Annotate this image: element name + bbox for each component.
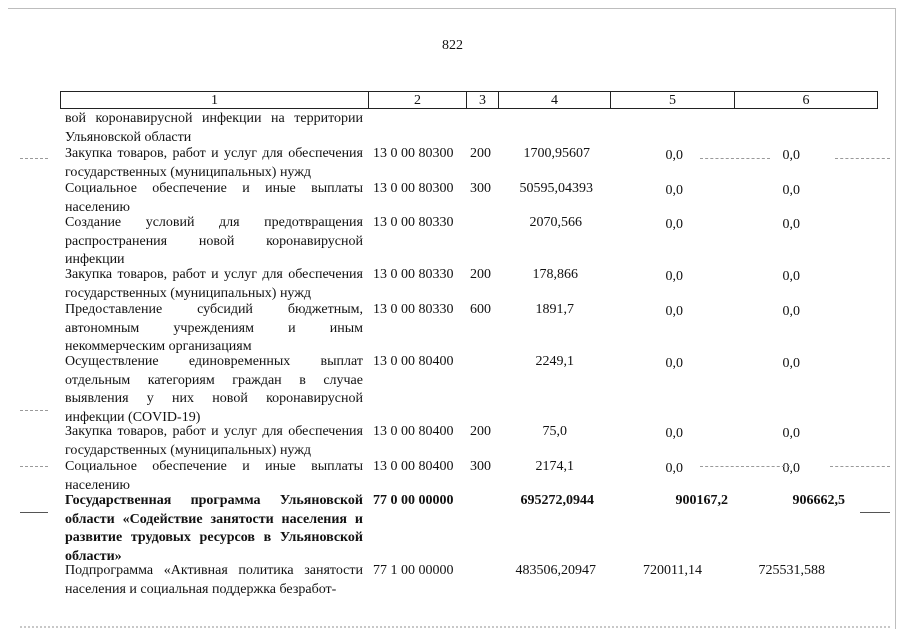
row-10-value-4: 483506,20947 (515, 563, 596, 578)
row-5-code: 13 0 00 80330 (373, 302, 454, 317)
scan-line (20, 512, 48, 513)
row-8-value-4: 2174,1 (535, 459, 574, 474)
scan-line (830, 466, 890, 467)
row-8-value-5: 0,0 (665, 461, 683, 476)
row-8-value-6: 0,0 (782, 461, 800, 476)
row-6-value-5: 0,0 (665, 356, 683, 371)
row-5-type: 600 (470, 302, 491, 317)
row-2-value-4: 50595,04393 (519, 181, 593, 196)
row-3-value-6: 0,0 (782, 217, 800, 232)
row-6-value-6: 0,0 (782, 356, 800, 371)
row-9-value-5: 900167,2 (675, 493, 728, 508)
row-6-code: 13 0 00 80400 (373, 354, 454, 369)
row-9-value-6: 906662,5 (792, 493, 845, 508)
row-3-code: 13 0 00 80330 (373, 215, 454, 230)
row-4-value-6: 0,0 (782, 269, 800, 284)
row-8-description: Социальное обеспечение и иные выплаты населению (65, 459, 363, 493)
scan-line (20, 466, 48, 467)
row-5-value-4: 1891,7 (535, 302, 574, 317)
scan-edge (20, 626, 890, 628)
row-10-description: Подпрограмма «Активная политика занятости населения и социальная поддержка безработ- (65, 563, 363, 597)
scan-line (20, 158, 48, 159)
row-2-description: Социальное обеспечение и иные выплаты населению (65, 181, 363, 215)
row-8-code: 13 0 00 80400 (373, 459, 454, 474)
row-7-type: 200 (470, 424, 491, 439)
column-header-3: 3 (466, 91, 498, 109)
row-3-description: Создание условий для предотвращения распространения новой коронавирусной инфекции (65, 215, 363, 267)
row-7-value-5: 0,0 (665, 426, 683, 441)
row-6-description: Осуществление единовременных выплат отдельным категориям граждан в случае выявления у них новой коронавирусной инфекции (COVID-19) (65, 354, 363, 425)
column-header-4: 4 (498, 91, 610, 109)
scan-line (700, 466, 790, 467)
row-2-value-5: 0,0 (665, 183, 683, 198)
scan-line (835, 158, 890, 159)
row-7-code: 13 0 00 80400 (373, 424, 454, 439)
row-1-value-4: 1700,95607 (523, 146, 590, 161)
row-4-type: 200 (470, 267, 491, 282)
row-10-value-6: 725531,588 (758, 563, 825, 578)
row-7-value-6: 0,0 (782, 426, 800, 441)
row-5-value-6: 0,0 (782, 304, 800, 319)
row-10-value-5: 720011,14 (643, 563, 702, 578)
scan-line (860, 512, 890, 513)
row-4-value-4: 178,866 (532, 267, 578, 282)
row-4-code: 13 0 00 80330 (373, 267, 454, 282)
row-1-description: Закупка товаров, работ и услуг для обеспечения государственных (муниципальных) нужд (65, 146, 363, 180)
row-2-code: 13 0 00 80300 (373, 181, 454, 196)
row-9-code: 77 0 00 00000 (373, 493, 454, 508)
row-8-type: 300 (470, 459, 491, 474)
page-number: 822 (442, 38, 463, 53)
row-7-description: Закупка товаров, работ и услуг для обеспечения государственных (муниципальных) нужд (65, 424, 363, 458)
row-5-value-5: 0,0 (665, 304, 683, 319)
column-header-2: 2 (368, 91, 466, 109)
row-9-description: Государственная программа Ульяновской области «Содействие занятости населения и развитие трудовых ресурсов в Ульяновской области» (65, 493, 363, 564)
row-1-type: 200 (470, 146, 491, 161)
row-2-value-6: 0,0 (782, 183, 800, 198)
row-3-value-5: 0,0 (665, 217, 683, 232)
column-header-6: 6 (734, 91, 878, 109)
row-6-value-4: 2249,1 (535, 354, 574, 369)
row-3-value-4: 2070,566 (529, 215, 582, 230)
column-header-1: 1 (60, 91, 368, 109)
row-10-code: 77 1 00 00000 (373, 563, 454, 578)
row-7-value-4: 75,0 (542, 424, 567, 439)
row-1-code: 13 0 00 80300 (373, 146, 454, 161)
row-1-value-5: 0,0 (665, 148, 683, 163)
row-9-value-4: 695272,0944 (520, 493, 594, 508)
row-4-value-5: 0,0 (665, 269, 683, 284)
column-header-5: 5 (610, 91, 734, 109)
scan-line (700, 158, 770, 159)
scan-line (20, 410, 48, 411)
row-0-description: вой коронавирусной инфекции на территории Ульяновской области (65, 111, 363, 145)
row-2-type: 300 (470, 181, 491, 196)
row-4-description: Закупка товаров, работ и услуг для обеспечения государственных (муниципальных) нужд (65, 267, 363, 301)
row-1-value-6: 0,0 (782, 148, 800, 163)
row-5-description: Предоставление субсидий бюджетным, автономным учреждениям и иным некоммерческим организациям (65, 302, 363, 354)
